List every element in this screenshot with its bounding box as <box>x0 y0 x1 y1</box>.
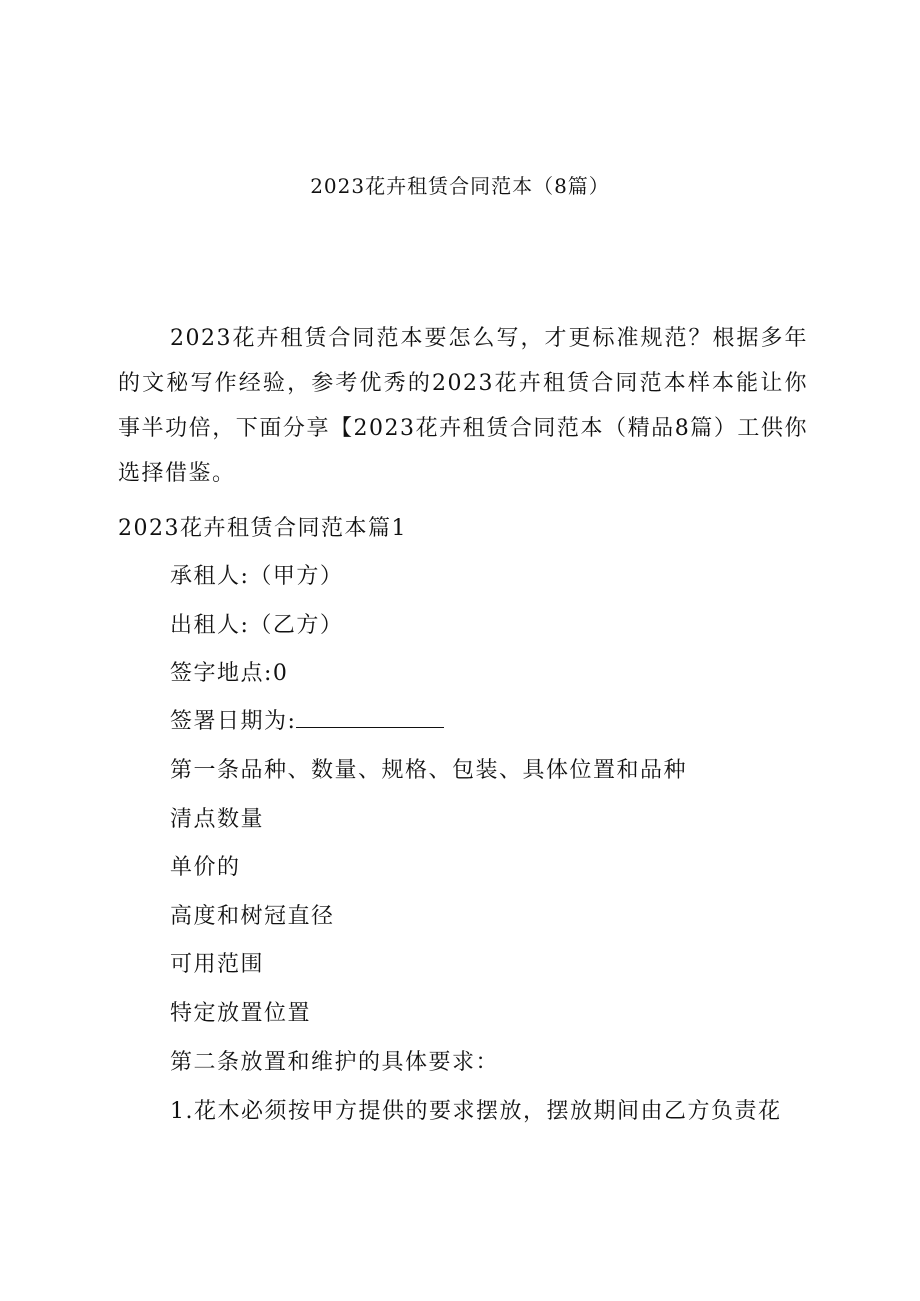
sign-date-blank <box>296 707 444 728</box>
sign-date-line <box>170 707 444 737</box>
sign-place-line: 签字地点:0 <box>170 661 289 686</box>
clause-1: 1.花木必须按甲方提供的要求摆放，摆放期间由乙方负责花 <box>170 1099 782 1124</box>
intro-paragraph: 2023花卉租赁合同范本要怎么写，才更标准规范？根据多年的文秘写作经验，参考优秀的2023花卉租赁合同范本样本能让你事半功倍，下面分享【2023花卉租赁合同范本（精品8篇）工供你选择借鉴。 <box>118 326 808 486</box>
item-position: 特定放置位置 <box>170 1001 312 1026</box>
section-heading: 2023花卉租赁合同范本篇1 <box>118 516 407 541</box>
item-range: 可用范围 <box>170 952 265 977</box>
article-1: 第一条品种、数量、规格、包装、具体位置和品种 <box>170 758 688 783</box>
item-price: 单价的 <box>170 855 241 880</box>
lessee-line: 承租人:（甲方） <box>170 564 344 589</box>
item-height: 高度和树冠直径 <box>170 904 335 929</box>
document-title: 2023花卉租赁合同范本（8篇） <box>310 174 610 198</box>
lessor-line: 出租人:（乙方） <box>170 613 344 638</box>
article-2: 第二条放置和维护的具体要求： <box>170 1050 500 1075</box>
sign-date-label: 签署日期为: <box>170 709 297 734</box>
item-count: 清点数量 <box>170 807 265 832</box>
